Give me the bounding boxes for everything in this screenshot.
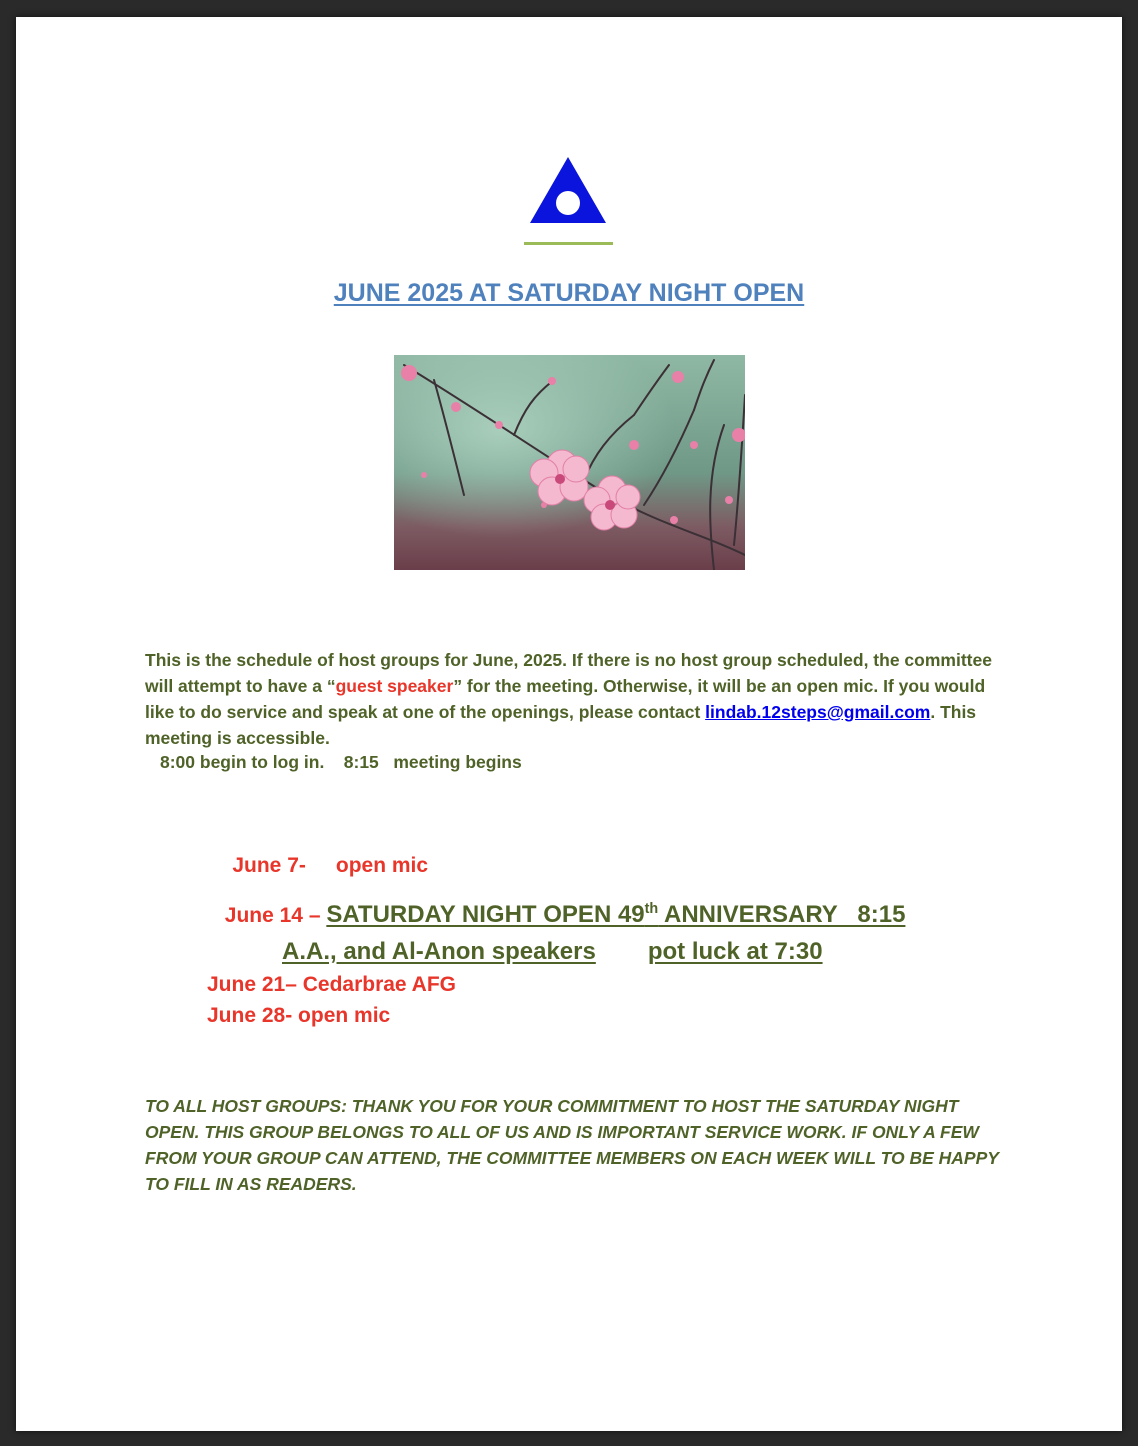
guest-speaker-highlight: guest speaker [335, 676, 454, 696]
june-14-speakers: A.A., and Al-Anon speakers [282, 938, 596, 965]
june-7-event: open mic [335, 854, 429, 877]
intro-text-1: This is the schedule of host groups for June, 2025. If there is no host group scheduled, the committee will attempt to have a “ [145, 650, 992, 696]
triangle-circle-icon [528, 155, 608, 225]
intro-paragraph [145, 647, 995, 751]
page-title: JUNE 2025 AT SATURDAY NIGHT OPEN [333, 279, 805, 307]
cherry-blossom-photo [394, 355, 745, 570]
intro-text-3: . This meeting is accessible. [145, 702, 977, 748]
meeting-times: 8:00 begin to log in. 8:15 meeting begins [160, 752, 522, 772]
document-page [16, 17, 1122, 1431]
june-14-event: SATURDAY NIGHT OPEN 49th ANNIVERSARY 8:15 [326, 901, 906, 928]
contact-email-link[interactable]: lindab.12steps@gmail.com [705, 702, 931, 722]
june-14-potluck: pot luck at 7:30 [647, 938, 823, 965]
june-14-date: June 14 – [224, 904, 327, 927]
june-7-date: June 7- [232, 854, 306, 877]
intro-text-2: ” for the meeting. Otherwise, it will be an open mic. If you would like to do service and speak at one of the openings, please contact [145, 676, 986, 722]
schedule-june-21: June 21– Cedarbrae AFG [207, 973, 456, 996]
schedule-june-14-details [282, 938, 823, 966]
schedule-june-28: June 28- open mic [207, 1004, 391, 1027]
closing-note: TO ALL HOST GROUPS: THANK YOU FOR YOUR COMMITMENT TO HOST THE SATURDAY NIGHT OPEN. THIS GROUP BELONGS TO ALL OF US AND IS IMPORTANT SERVICE WORK. IF ONLY A FEW FROM YOUR GROUP CAN ATTEND, THE COMMITTEE MEMBERS ON EACH WEEK WILL TO BE HAPPY TO FILL IN AS READERS. [145, 1096, 999, 1194]
logo-divider [524, 242, 613, 245]
